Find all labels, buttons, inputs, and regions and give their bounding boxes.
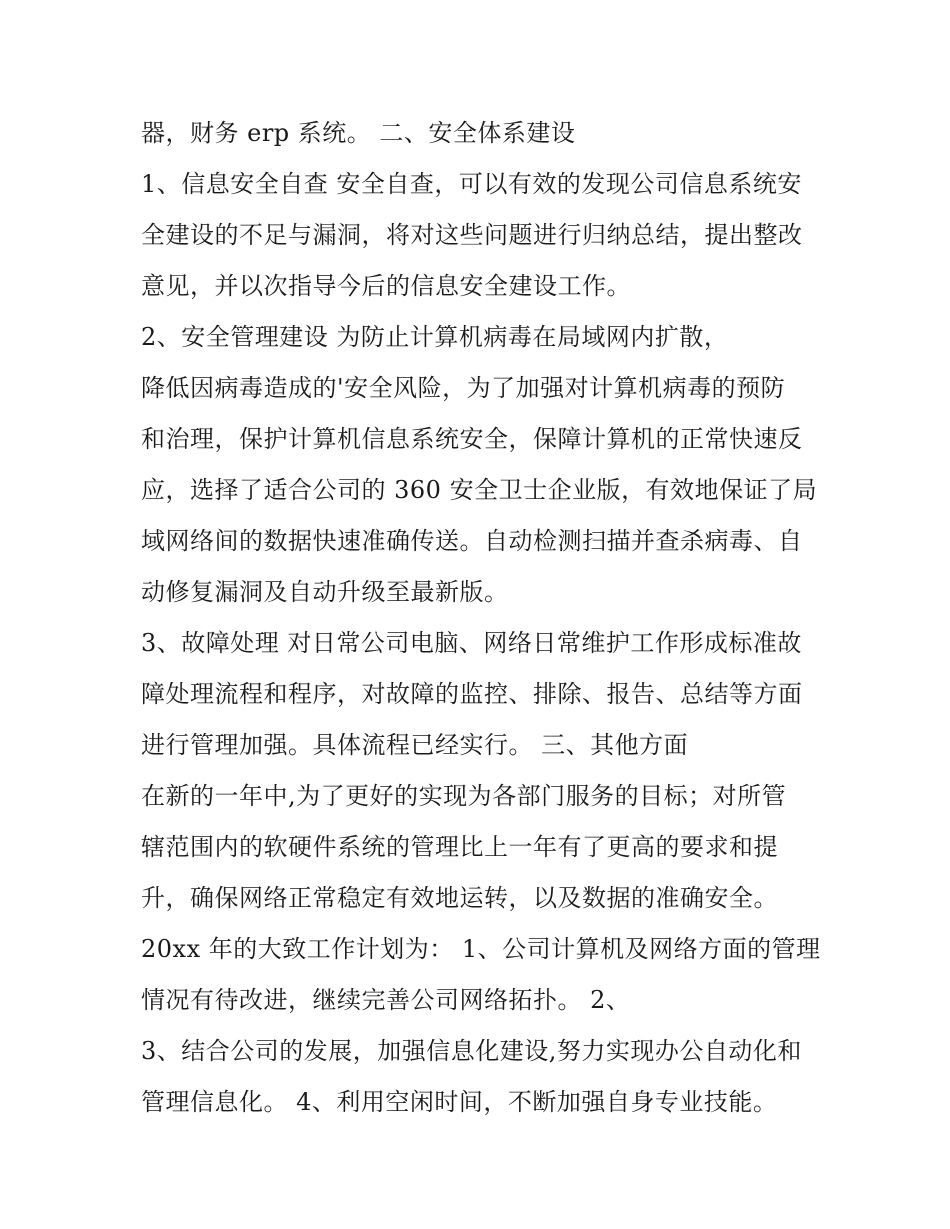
text-line: 在新的一年中,为了更好的实现为各部门服务的目标；对所管 — [141, 782, 787, 810]
text-line: 辖范围内的软硬件系统的管理比上一年有了更高的要求和提 — [141, 833, 778, 861]
text-line: 全建设的不足与漏洞，将对这些问题进行归纳总结，提出整改 — [141, 221, 803, 249]
text-line: 升，确保网络正常稳定有效地运转，以及数据的准确安全。 — [141, 884, 778, 912]
text-line: 意见，并以次指导今后的信息安全建设工作。 — [141, 272, 631, 300]
text-line: 动修复漏洞及自动升级至最新版。 — [141, 578, 509, 606]
text-line: 3、故障处理 对日常公司电脑、网络日常维护工作形成标准故 — [141, 629, 802, 657]
text-line: 管理信息化。 4、利用空闲时间，不断加强自身专业技能。 — [141, 1088, 778, 1116]
text-line: 进行管理加强。具体流程已经实行。 三、其他方面 — [141, 731, 689, 759]
text-line: 2、安全管理建设 为防止计算机病毒在局域网内扩散， — [141, 323, 729, 351]
text-line: 器，财务 erp 系统。 二、安全体系建设 — [141, 119, 576, 147]
text-line: 3、结合公司的发展，加强信息化建设,努力实现办公自动化和 — [141, 1037, 802, 1065]
text-line: 情况有待改进，继续完善公司网络拓扑。 2、 — [141, 986, 631, 1014]
text-line: 障处理流程和程序，对故障的监控、排除、报告、总结等方面 — [141, 680, 803, 708]
text-line: 1、信息安全自查 安全自查，可以有效的发现公司信息系统安 — [141, 170, 802, 198]
text-line: 降低因病毒造成的'安全风险，为了加强对计算机病毒的预防 — [141, 374, 786, 402]
text-line: 域网络间的数据快速准确传送。自动检测扫描并查杀病毒、自 — [141, 527, 803, 555]
document-body — [141, 108, 821, 1128]
text-line: 和治理，保护计算机信息系统安全，保障计算机的正常快速反 — [141, 425, 803, 453]
text-line: 应，选择了适合公司的 360 安全卫士企业版，有效地保证了局 — [141, 476, 818, 504]
text-line: 20xx 年的大致工作计划为： 1、公司计算机及网络方面的管理 — [141, 935, 821, 963]
